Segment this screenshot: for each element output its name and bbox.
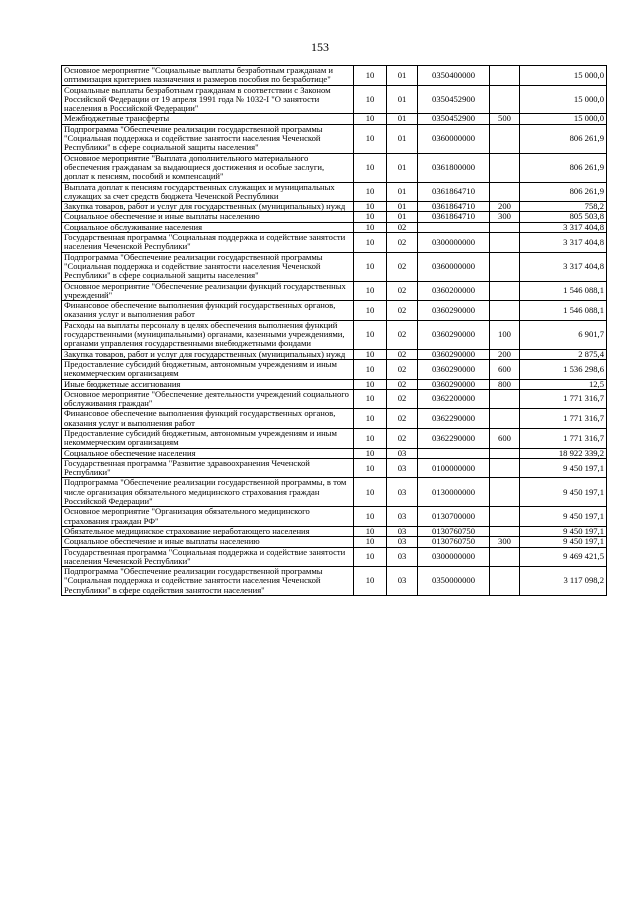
expense-type-cell xyxy=(490,222,520,232)
expense-name-cell: Предоставление субсидий бюджетным, автономным учреждениям и иным некоммерческим организациям xyxy=(62,359,354,379)
section-code-cell: 10 xyxy=(354,222,387,232)
target-article-cell: 0361800000 xyxy=(418,153,490,182)
section-code-cell: 10 xyxy=(354,478,387,507)
expense-type-cell xyxy=(490,389,520,409)
subsection-code-cell: 02 xyxy=(387,252,418,281)
expense-name-cell: Социальное обеспечение населения xyxy=(62,448,354,458)
table-row xyxy=(62,478,607,507)
section-code-cell: 10 xyxy=(354,153,387,182)
expense-name-cell: Государственная программа "Социальная поддержка и содействие занятости населения Чеченской Республики" xyxy=(62,547,354,567)
subsection-code-cell: 02 xyxy=(387,320,418,349)
amount-cell: 9 450 197,1 xyxy=(520,526,607,536)
subsection-code-cell: 03 xyxy=(387,526,418,536)
expense-type-cell xyxy=(490,66,520,86)
section-code-cell: 10 xyxy=(354,537,387,547)
expense-name-cell: Основное мероприятие "Организация обязательного медицинского страхования граждан РФ" xyxy=(62,507,354,527)
amount-cell: 3 117 098,2 xyxy=(520,567,607,596)
subsection-code-cell: 03 xyxy=(387,478,418,507)
amount-cell: 1 536 298,6 xyxy=(520,359,607,379)
amount-cell: 18 922 339,2 xyxy=(520,448,607,458)
subsection-code-cell: 01 xyxy=(387,153,418,182)
subsection-code-cell: 02 xyxy=(387,233,418,253)
subsection-code-cell: 01 xyxy=(387,66,418,86)
table-row xyxy=(62,124,607,153)
subsection-code-cell: 02 xyxy=(387,379,418,389)
amount-cell: 806 261,9 xyxy=(520,124,607,153)
amount-cell: 3 317 404,8 xyxy=(520,233,607,253)
expense-type-cell: 600 xyxy=(490,428,520,448)
expense-name-cell: Подпрограмма "Обеспечение реализации государственной программы, в том числе организация обязательного медицинского страхования граждан Российской Федерации" xyxy=(62,478,354,507)
expense-type-cell xyxy=(490,507,520,527)
section-code-cell: 10 xyxy=(354,547,387,567)
target-article-cell: 0360290000 xyxy=(418,379,490,389)
section-code-cell: 10 xyxy=(354,389,387,409)
subsection-code-cell: 03 xyxy=(387,448,418,458)
section-code-cell: 10 xyxy=(354,252,387,281)
target-article-cell: 0130760750 xyxy=(418,537,490,547)
budget-table-body xyxy=(62,66,607,596)
table-row xyxy=(62,507,607,527)
section-code-cell: 10 xyxy=(354,301,387,321)
subsection-code-cell: 02 xyxy=(387,428,418,448)
expense-name-cell: Основное мероприятие "Социальные выплаты безработным гражданам и оптимизация критериев назначения и размеров пособия по безработице" xyxy=(62,66,354,86)
expense-type-cell: 200 xyxy=(490,202,520,212)
table-row xyxy=(62,389,607,409)
amount-cell: 15 000,0 xyxy=(520,66,607,86)
expense-name-cell: Расходы на выплаты персоналу в целях обеспечения выполнения функций государственными (муниципальными) органами, казенными учреждениями, органами управления государственными внебюджетными фондами xyxy=(62,320,354,349)
section-code-cell: 10 xyxy=(354,114,387,124)
expense-type-cell xyxy=(490,252,520,281)
target-article-cell: 0360290000 xyxy=(418,301,490,321)
table-row xyxy=(62,547,607,567)
subsection-code-cell: 03 xyxy=(387,567,418,596)
expense-type-cell: 300 xyxy=(490,212,520,222)
target-article-cell: 0350400000 xyxy=(418,66,490,86)
expense-type-cell xyxy=(490,182,520,202)
expense-type-cell xyxy=(490,124,520,153)
target-article-cell: 0350000000 xyxy=(418,567,490,596)
expense-name-cell: Основное мероприятие "Обеспечение реализации функций государственных учреждений" xyxy=(62,281,354,301)
expense-type-cell: 500 xyxy=(490,114,520,124)
expense-name-cell: Иные бюджетные ассигнования xyxy=(62,379,354,389)
subsection-code-cell: 02 xyxy=(387,222,418,232)
target-article-cell: 0362200000 xyxy=(418,389,490,409)
section-code-cell: 10 xyxy=(354,320,387,349)
section-code-cell: 10 xyxy=(354,448,387,458)
amount-cell: 9 469 421,5 xyxy=(520,547,607,567)
amount-cell: 758,2 xyxy=(520,202,607,212)
expense-type-cell: 800 xyxy=(490,379,520,389)
amount-cell: 6 901,7 xyxy=(520,320,607,349)
amount-cell: 15 000,0 xyxy=(520,114,607,124)
section-code-cell: 10 xyxy=(354,212,387,222)
target-article-cell: 0361864710 xyxy=(418,202,490,212)
expense-name-cell: Выплата доплат к пенсиям государственных служащих и муниципальных служащих за счет средств бюджета Чеченской Республики xyxy=(62,182,354,202)
budget-table xyxy=(61,65,607,596)
table-row xyxy=(62,537,607,547)
expense-name-cell: Социальные выплаты безработным гражданам в соответствии с Законом Российской Федерации от 19 апреля 1991 года № 1032-I "О занятости населения в Российской Федерации" xyxy=(62,85,354,114)
table-row xyxy=(62,233,607,253)
target-article-cell: 0300000000 xyxy=(418,547,490,567)
section-code-cell: 10 xyxy=(354,202,387,212)
table-row xyxy=(62,379,607,389)
page-number: 153 xyxy=(311,40,329,54)
subsection-code-cell: 02 xyxy=(387,281,418,301)
expense-type-cell xyxy=(490,409,520,429)
expense-name-cell: Основное мероприятие "Выплата дополнительного материального обеспечения гражданам за выдающиеся достижения и особые заслуги, доплат к пенсиям, пособий и компенсаций" xyxy=(62,153,354,182)
table-row xyxy=(62,428,607,448)
section-code-cell: 10 xyxy=(354,85,387,114)
amount-cell: 9 450 197,1 xyxy=(520,537,607,547)
section-code-cell: 10 xyxy=(354,349,387,359)
table-row xyxy=(62,359,607,379)
section-code-cell: 10 xyxy=(354,182,387,202)
subsection-code-cell: 03 xyxy=(387,537,418,547)
table-row xyxy=(62,202,607,212)
expense-type-cell: 200 xyxy=(490,349,520,359)
expense-name-cell: Государственная программа "Развитие здравоохранения Чеченской Республики" xyxy=(62,458,354,478)
amount-cell: 1 771 316,7 xyxy=(520,428,607,448)
expense-name-cell: Основное мероприятие "Обеспечение деятельности учреждений социального обслуживания граждан" xyxy=(62,389,354,409)
expense-name-cell: Подпрограмма "Обеспечение реализации государственной программы "Социальная поддержка и содействие занятости населения Чеченской Республики" в сфере содействия занятости населения" xyxy=(62,567,354,596)
target-article-cell: 0360000000 xyxy=(418,124,490,153)
expense-name-cell: Социальное обслуживание населения xyxy=(62,222,354,232)
section-code-cell: 10 xyxy=(354,281,387,301)
expense-name-cell: Обязательное медицинское страхование неработающего населения xyxy=(62,526,354,536)
subsection-code-cell: 02 xyxy=(387,349,418,359)
expense-name-cell: Финансовое обеспечение выполнения функций государственных органов, оказания услуг и выполнения работ xyxy=(62,409,354,429)
expense-name-cell: Финансовое обеспечение выполнения функций государственных органов, оказания услуг и выполнения работ xyxy=(62,301,354,321)
expense-name-cell: Социальное обеспечение и иные выплаты населению xyxy=(62,537,354,547)
amount-cell: 1 546 088,1 xyxy=(520,301,607,321)
section-code-cell: 10 xyxy=(354,526,387,536)
table-row xyxy=(62,320,607,349)
expense-name-cell: Межбюджетные трансферты xyxy=(62,114,354,124)
expense-name-cell: Предоставление субсидий бюджетным, автономным учреждениям и иным некоммерческим организациям xyxy=(62,428,354,448)
table-row xyxy=(62,114,607,124)
table-row xyxy=(62,252,607,281)
table-row xyxy=(62,85,607,114)
amount-cell: 9 450 197,1 xyxy=(520,458,607,478)
subsection-code-cell: 02 xyxy=(387,389,418,409)
amount-cell: 806 261,9 xyxy=(520,182,607,202)
subsection-code-cell: 03 xyxy=(387,458,418,478)
target-article-cell: 0360290000 xyxy=(418,349,490,359)
target-article-cell: 0350452900 xyxy=(418,114,490,124)
expense-type-cell xyxy=(490,448,520,458)
target-article-cell: 0360000000 xyxy=(418,252,490,281)
expense-type-cell xyxy=(490,526,520,536)
table-row xyxy=(62,212,607,222)
amount-cell: 805 503,8 xyxy=(520,212,607,222)
target-article-cell: 0130760750 xyxy=(418,526,490,536)
table-row xyxy=(62,349,607,359)
section-code-cell: 10 xyxy=(354,507,387,527)
amount-cell: 9 450 197,1 xyxy=(520,507,607,527)
target-article-cell: 0300000000 xyxy=(418,233,490,253)
subsection-code-cell: 02 xyxy=(387,301,418,321)
expense-type-cell xyxy=(490,547,520,567)
amount-cell: 3 317 404,8 xyxy=(520,222,607,232)
expense-type-cell: 300 xyxy=(490,537,520,547)
subsection-code-cell: 01 xyxy=(387,124,418,153)
subsection-code-cell: 01 xyxy=(387,182,418,202)
table-row xyxy=(62,222,607,232)
table-row xyxy=(62,301,607,321)
amount-cell: 1 771 316,7 xyxy=(520,409,607,429)
section-code-cell: 10 xyxy=(354,458,387,478)
table-row xyxy=(62,281,607,301)
expense-type-cell: 100 xyxy=(490,320,520,349)
amount-cell: 1 771 316,7 xyxy=(520,389,607,409)
table-row xyxy=(62,182,607,202)
amount-cell: 2 875,4 xyxy=(520,349,607,359)
expense-name-cell: Подпрограмма "Обеспечение реализации государственной программы "Социальная поддержка и содействие занятости населения Чеченской Республики" в сфере социальной защиты населения" xyxy=(62,252,354,281)
section-code-cell: 10 xyxy=(354,66,387,86)
subsection-code-cell: 02 xyxy=(387,409,418,429)
subsection-code-cell: 01 xyxy=(387,85,418,114)
table-row xyxy=(62,567,607,596)
table-row xyxy=(62,526,607,536)
amount-cell: 15 000,0 xyxy=(520,85,607,114)
table-row xyxy=(62,458,607,478)
expense-type-cell xyxy=(490,458,520,478)
target-article-cell xyxy=(418,222,490,232)
table-row xyxy=(62,448,607,458)
target-article-cell: 0360290000 xyxy=(418,320,490,349)
section-code-cell: 10 xyxy=(354,428,387,448)
expense-type-cell xyxy=(490,301,520,321)
amount-cell: 806 261,9 xyxy=(520,153,607,182)
expense-type-cell: 600 xyxy=(490,359,520,379)
target-article-cell: 0362290000 xyxy=(418,409,490,429)
section-code-cell: 10 xyxy=(354,359,387,379)
expense-name-cell: Государственная программа "Социальная поддержка и содействие занятости населения Чеченской Республики" xyxy=(62,233,354,253)
expense-type-cell xyxy=(490,567,520,596)
section-code-cell: 10 xyxy=(354,379,387,389)
table-row xyxy=(62,66,607,86)
amount-cell: 9 450 197,1 xyxy=(520,478,607,507)
expense-name-cell: Закупка товаров, работ и услуг для государственных (муниципальных) нужд xyxy=(62,349,354,359)
section-code-cell: 10 xyxy=(354,233,387,253)
table-row xyxy=(62,153,607,182)
section-code-cell: 10 xyxy=(354,567,387,596)
target-article-cell: 0130000000 xyxy=(418,478,490,507)
subsection-code-cell: 01 xyxy=(387,212,418,222)
target-article-cell: 0360200000 xyxy=(418,281,490,301)
target-article-cell: 0360290000 xyxy=(418,359,490,379)
target-article-cell xyxy=(418,448,490,458)
amount-cell: 12,5 xyxy=(520,379,607,389)
amount-cell: 3 317 404,8 xyxy=(520,252,607,281)
subsection-code-cell: 03 xyxy=(387,507,418,527)
target-article-cell: 0361864710 xyxy=(418,182,490,202)
section-code-cell: 10 xyxy=(354,124,387,153)
expense-name-cell: Закупка товаров, работ и услуг для государственных (муниципальных) нужд xyxy=(62,202,354,212)
table-row xyxy=(62,409,607,429)
expense-type-cell xyxy=(490,281,520,301)
expense-type-cell xyxy=(490,153,520,182)
subsection-code-cell: 03 xyxy=(387,547,418,567)
target-article-cell: 0362290000 xyxy=(418,428,490,448)
subsection-code-cell: 01 xyxy=(387,202,418,212)
expense-type-cell xyxy=(490,233,520,253)
subsection-code-cell: 01 xyxy=(387,114,418,124)
expense-name-cell: Подпрограмма "Обеспечение реализации государственной программы "Социальная поддержка и содействие занятости населения Чеченской Республики" в сфере социальной защиты населения" xyxy=(62,124,354,153)
target-article-cell: 0100000000 xyxy=(418,458,490,478)
expense-name-cell: Социальное обеспечение и иные выплаты населению xyxy=(62,212,354,222)
expense-type-cell xyxy=(490,85,520,114)
section-code-cell: 10 xyxy=(354,409,387,429)
amount-cell: 1 546 088,1 xyxy=(520,281,607,301)
target-article-cell: 0130700000 xyxy=(418,507,490,527)
target-article-cell: 0361864710 xyxy=(418,212,490,222)
subsection-code-cell: 02 xyxy=(387,359,418,379)
target-article-cell: 0350452900 xyxy=(418,85,490,114)
expense-type-cell xyxy=(490,478,520,507)
